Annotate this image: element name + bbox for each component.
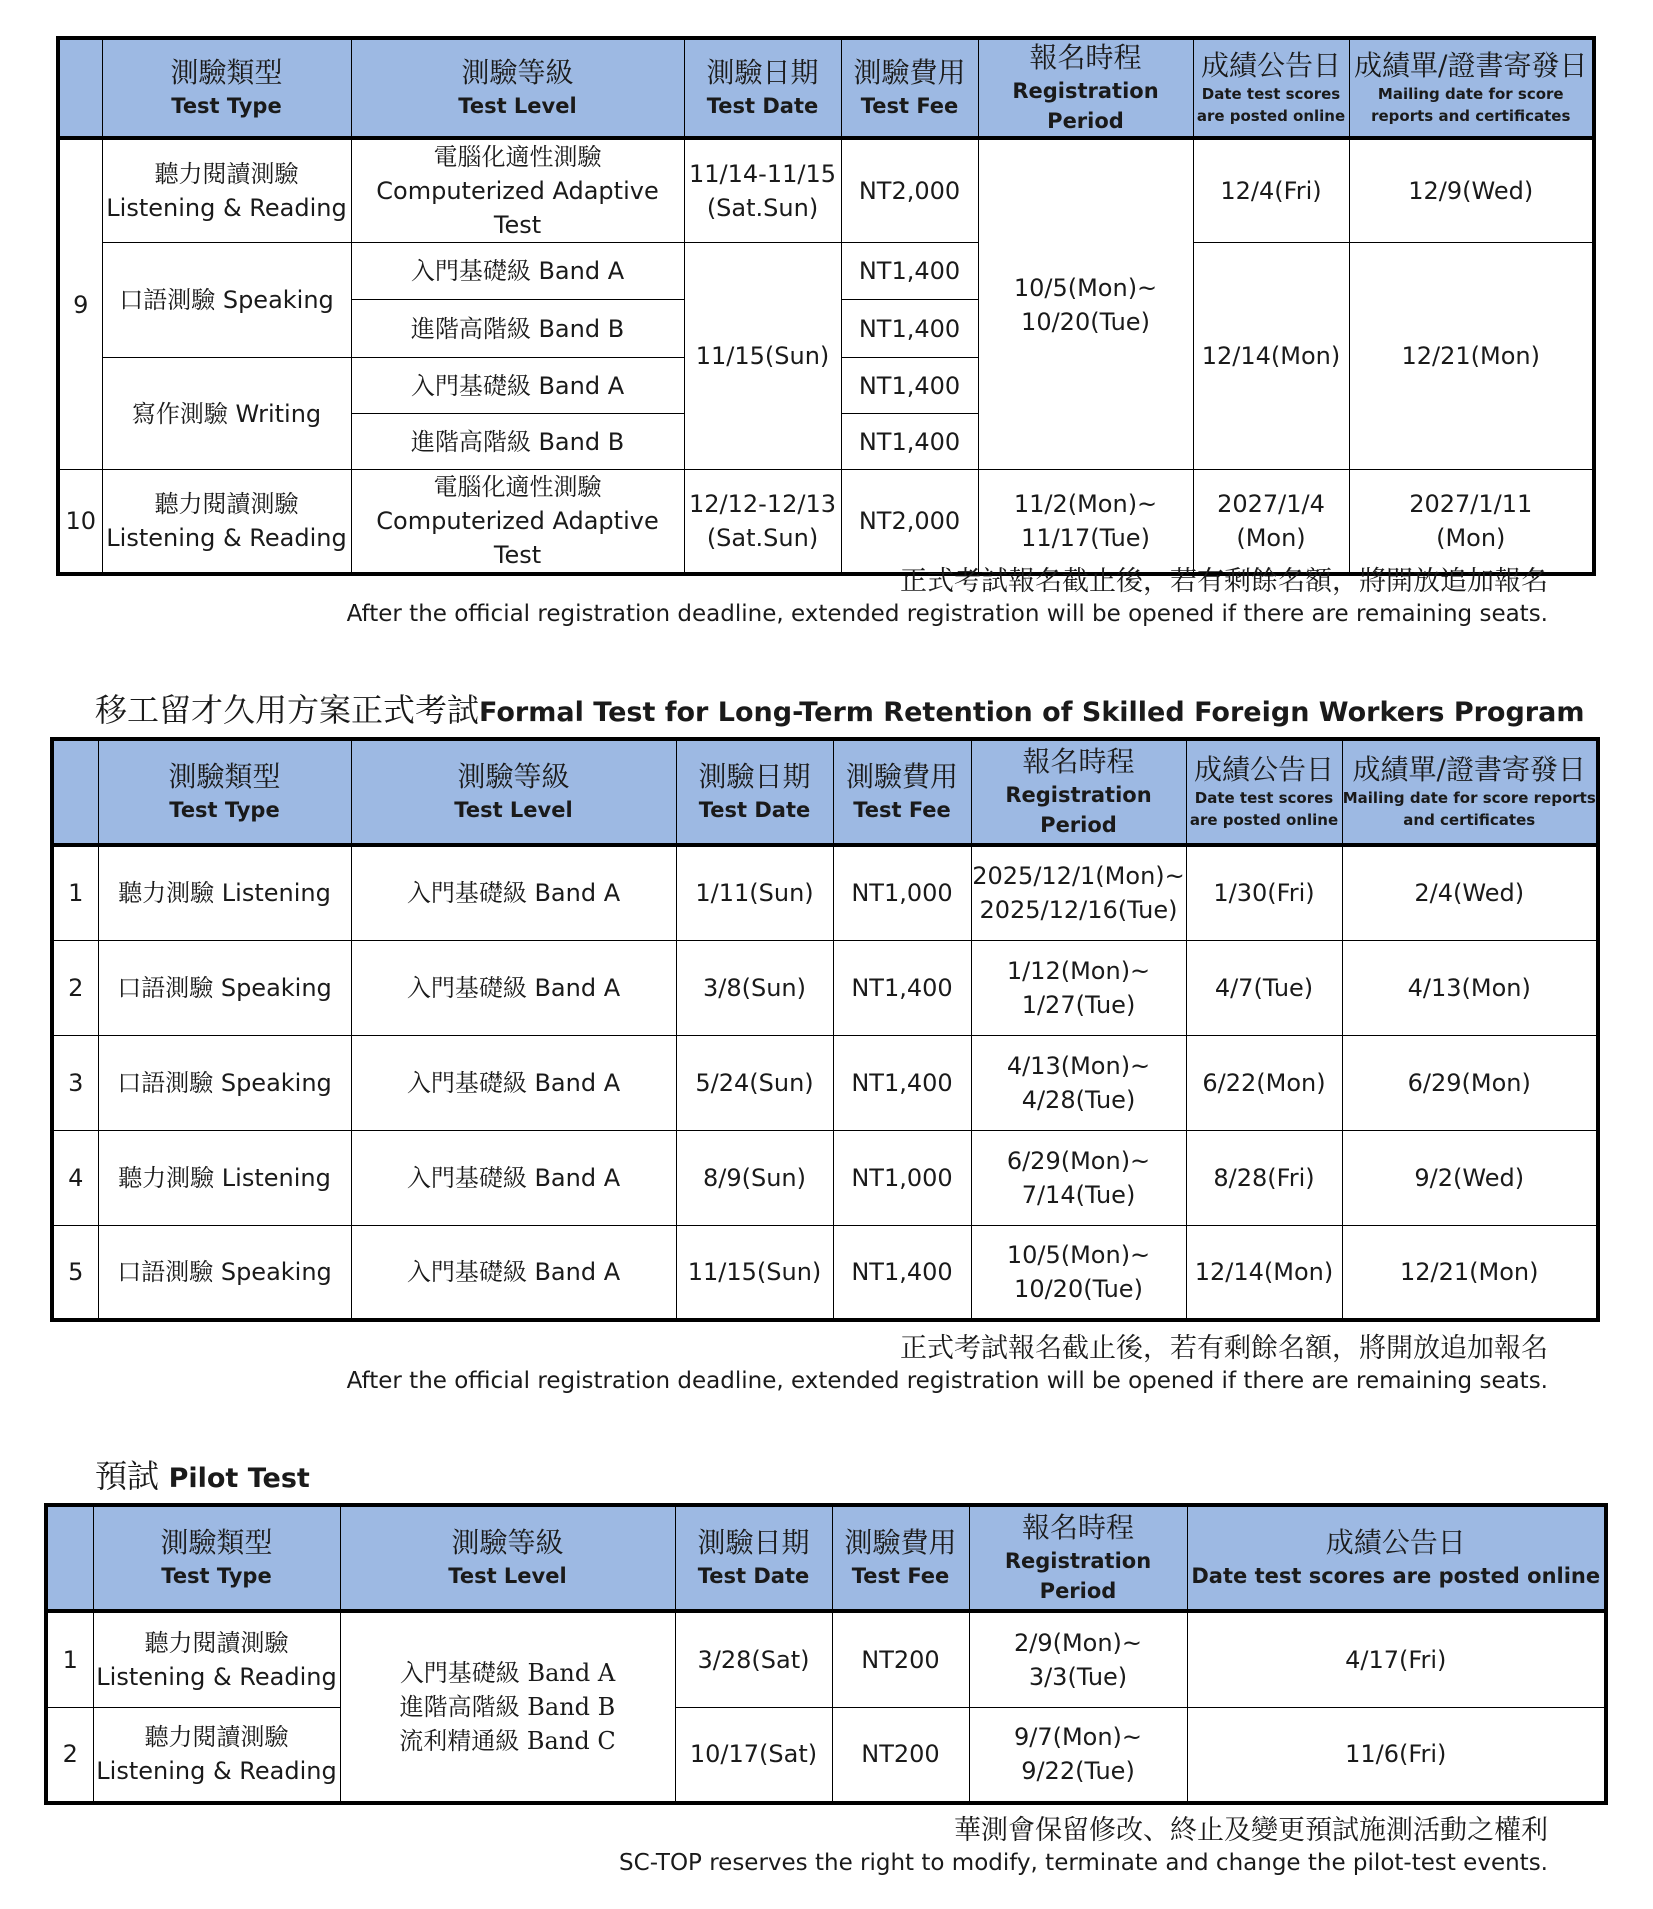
test-level-cell: 入門基礎級 Band A [351, 358, 684, 414]
test-fee-cell: NT200 [832, 1611, 969, 1707]
table-row [46, 1707, 1606, 1803]
score-date-cell: 12/14(Mon) [1186, 1225, 1342, 1320]
table-row [58, 138, 1594, 243]
schedule-table-regular [56, 36, 1596, 576]
test-type-cell: 寫作測驗 Writing [102, 358, 351, 470]
extended-registration-note: 正式考試報名截止後，若有剩餘名額，將開放追加報名 After the official registration deadline, extended registration will be opened if there are remaining seats. [346, 1333, 1548, 1394]
test-fee-cell: NT1,400 [833, 940, 971, 1035]
test-date-cell: 11/15(Sun) [676, 1225, 833, 1320]
table-row [58, 470, 1594, 575]
mailing-date-cell: 4/13(Mon) [1342, 940, 1598, 1035]
test-level-cell: 入門基礎級 Band A [351, 1035, 676, 1130]
header-test-level: 測驗等級 Test Level [340, 1505, 675, 1611]
header-row [52, 739, 1598, 845]
header-test-date: 測驗日期 Test Date [684, 38, 841, 138]
test-date-cell: 1/11(Sun) [676, 845, 833, 940]
test-type-cell: 口語測驗 Speaking [98, 940, 351, 1035]
test-date-cell: 12/12-12/13 (Sat.Sun) [684, 470, 841, 575]
score-date-cell: 6/22(Mon) [1186, 1035, 1342, 1130]
row-number: 5 [52, 1225, 98, 1320]
test-type-cell: 聽力閱讀測驗 Listening & Reading [102, 138, 351, 243]
pilot-disclaimer-note: 華測會保留修改、終止及變更預試施測活動之權利 SC-TOP reserves the right to modify, terminate and change the pilot-test events. [619, 1815, 1548, 1876]
row-number: 2 [46, 1707, 93, 1803]
test-fee-cell: NT1,000 [833, 1130, 971, 1225]
header-blank [52, 739, 98, 845]
test-date-cell: 10/17(Sat) [675, 1707, 832, 1803]
test-date-cell: 11/15(Sun) [684, 243, 841, 470]
test-date-cell: 3/8(Sun) [676, 940, 833, 1035]
test-level-cell: 入門基礎級 Band A [351, 1225, 676, 1320]
test-level-cell: 進階高階級 Band B [351, 414, 684, 470]
header-test-type: 測驗類型 Test Type [98, 739, 351, 845]
header-blank [58, 38, 102, 138]
test-fee-cell: NT200 [832, 1707, 969, 1803]
registration-period-cell: 11/2(Mon)~ 11/17(Tue) [978, 470, 1193, 575]
header-score-date: 成績公告日 Date test scores are posted online [1187, 1505, 1606, 1611]
mailing-date-cell: 2027/1/11 (Mon) [1349, 470, 1594, 575]
test-level-cell: 電腦化適性測驗 Computerized Adaptive Test [351, 138, 684, 243]
table-row [52, 1225, 1598, 1320]
test-level-cell: 進階高階級 Band B [351, 300, 684, 358]
header-mailing-date: 成績單/證書寄發日 Mailing date for score reports and certificates [1342, 739, 1598, 845]
section-title-pilot-test: 預試 Pilot Test [95, 1457, 310, 1495]
row-number: 1 [46, 1611, 93, 1707]
test-date-cell: 8/9(Sun) [676, 1130, 833, 1225]
header-blank [46, 1505, 93, 1611]
header-test-type: 測驗類型 Test Type [93, 1505, 340, 1611]
registration-period-cell: 2025/12/1(Mon)~ 2025/12/16(Tue) [971, 845, 1186, 940]
schedule-table-retention-program [50, 737, 1600, 1322]
row-number: 2 [52, 940, 98, 1035]
test-level-cell: 入門基礎級 Band A [351, 845, 676, 940]
round-number: 9 [58, 138, 102, 470]
header-score-date: 成績公告日 Date test scores are posted online [1186, 739, 1342, 845]
registration-period-cell: 1/12(Mon)~ 1/27(Tue) [971, 940, 1186, 1035]
table-row [52, 940, 1598, 1035]
table-row [52, 845, 1598, 940]
schedule-table-pilot [44, 1503, 1608, 1805]
test-fee-cell: NT1,400 [841, 358, 978, 414]
mailing-date-cell: 6/29(Mon) [1342, 1035, 1598, 1130]
table-row [52, 1035, 1598, 1130]
test-fee-cell: NT1,400 [833, 1225, 971, 1320]
test-level-cell: 電腦化適性測驗 Computerized Adaptive Test [351, 470, 684, 575]
score-date-cell: 2027/1/4 (Mon) [1193, 470, 1349, 575]
row-number: 3 [52, 1035, 98, 1130]
table-row [58, 243, 1594, 300]
registration-period-cell: 10/5(Mon)~ 10/20(Tue) [978, 138, 1193, 470]
registration-period-cell: 9/7(Mon)~ 9/22(Tue) [969, 1707, 1187, 1803]
header-test-fee: 測驗費用 Test Fee [833, 739, 971, 845]
test-type-cell: 聽力測驗 Listening [98, 1130, 351, 1225]
test-fee-cell: NT1,400 [833, 1035, 971, 1130]
test-fee-cell: NT1,400 [841, 243, 978, 300]
row-number: 1 [52, 845, 98, 940]
mailing-date-cell: 9/2(Wed) [1342, 1130, 1598, 1225]
header-test-date: 測驗日期 Test Date [676, 739, 833, 845]
test-fee-cell: NT1,400 [841, 300, 978, 358]
round-number: 10 [58, 470, 102, 575]
test-fee-cell: NT1,400 [841, 414, 978, 470]
test-level-cell: 入門基礎級 Band A 進階高階級 Band B 流利精通級 Band C [340, 1611, 675, 1803]
header-registration-period: 報名時程 Registration Period [971, 739, 1186, 845]
mailing-date-cell: 2/4(Wed) [1342, 845, 1598, 940]
header-test-fee: 測驗費用 Test Fee [832, 1505, 969, 1611]
registration-period-cell: 4/13(Mon)~ 4/28(Tue) [971, 1035, 1186, 1130]
header-mailing-date: 成績單/證書寄發日 Mailing date for score reports and certificates [1349, 38, 1594, 138]
mailing-date-cell: 12/21(Mon) [1349, 243, 1594, 470]
row-number: 4 [52, 1130, 98, 1225]
header-test-fee: 測驗費用 Test Fee [841, 38, 978, 138]
score-date-cell: 12/14(Mon) [1193, 243, 1349, 470]
mailing-date-cell: 12/9(Wed) [1349, 138, 1594, 243]
test-type-cell: 口語測驗 Speaking [102, 243, 351, 358]
header-test-level: 測驗等級 Test Level [351, 38, 684, 138]
test-type-cell: 聽力閱讀測驗 Listening & Reading [93, 1611, 340, 1707]
extended-registration-note: 正式考試報名截止後，若有剩餘名額，將開放追加報名 After the official registration deadline, extended registration will be opened if there are remaining seats. [346, 566, 1548, 627]
test-date-cell: 5/24(Sun) [676, 1035, 833, 1130]
header-row [46, 1505, 1606, 1611]
test-level-cell: 入門基礎級 Band A [351, 940, 676, 1035]
test-fee-cell: NT2,000 [841, 470, 978, 575]
score-date-cell: 1/30(Fri) [1186, 845, 1342, 940]
test-level-cell: 入門基礎級 Band A [351, 1130, 676, 1225]
score-date-cell: 4/7(Tue) [1186, 940, 1342, 1035]
header-score-date: 成績公告日 Date test scores are posted online [1193, 38, 1349, 138]
score-date-cell: 4/17(Fri) [1187, 1611, 1606, 1707]
header-row [58, 38, 1594, 138]
registration-period-cell: 6/29(Mon)~ 7/14(Tue) [971, 1130, 1186, 1225]
header-test-level: 測驗等級 Test Level [351, 739, 676, 845]
score-date-cell: 8/28(Fri) [1186, 1130, 1342, 1225]
test-fee-cell: NT2,000 [841, 138, 978, 243]
table-row [46, 1611, 1606, 1707]
registration-period-cell: 10/5(Mon)~ 10/20(Tue) [971, 1225, 1186, 1320]
test-type-cell: 聽力閱讀測驗 Listening & Reading [102, 470, 351, 575]
test-date-cell: 3/28(Sat) [675, 1611, 832, 1707]
table-row [52, 1130, 1598, 1225]
section-title-formal-test: 移工留才久用方案正式考試Formal Test for Long-Term Retention of Skilled Foreign Workers Program [95, 691, 1585, 729]
mailing-date-cell: 12/21(Mon) [1342, 1225, 1598, 1320]
test-type-cell: 聽力閱讀測驗 Listening & Reading [93, 1707, 340, 1803]
test-type-cell: 口語測驗 Speaking [98, 1225, 351, 1320]
header-test-type: 測驗類型 Test Type [102, 38, 351, 138]
test-type-cell: 口語測驗 Speaking [98, 1035, 351, 1130]
score-date-cell: 12/4(Fri) [1193, 138, 1349, 243]
test-type-cell: 聽力測驗 Listening [98, 845, 351, 940]
header-registration-period: 報名時程 Registration Period [969, 1505, 1187, 1611]
header-test-date: 測驗日期 Test Date [675, 1505, 832, 1611]
test-date-cell: 11/14-11/15 (Sat.Sun) [684, 138, 841, 243]
registration-period-cell: 2/9(Mon)~ 3/3(Tue) [969, 1611, 1187, 1707]
test-level-cell: 入門基礎級 Band A [351, 243, 684, 300]
header-registration-period: 報名時程 Registration Period [978, 38, 1193, 138]
score-date-cell: 11/6(Fri) [1187, 1707, 1606, 1803]
test-fee-cell: NT1,000 [833, 845, 971, 940]
